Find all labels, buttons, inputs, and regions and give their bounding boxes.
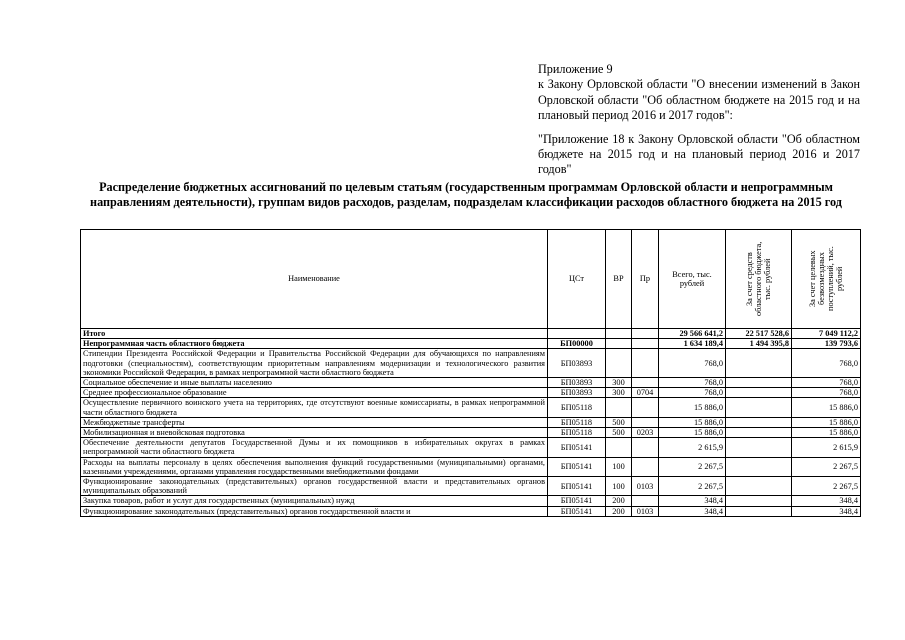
cell-regional bbox=[726, 417, 792, 427]
cell-name: Обеспечение деятельности депутатов Государственной Думы и их помощников в избирательных округах в рамках непрограммной части областного бюджета bbox=[81, 438, 548, 457]
header-vr: ВР bbox=[606, 230, 632, 329]
cell-vr: 200 bbox=[606, 496, 632, 506]
cell-regional bbox=[726, 378, 792, 388]
cell-total: 348,4 bbox=[659, 496, 726, 506]
cell-pr: 0103 bbox=[632, 506, 659, 516]
header-regional-label: За счет средств областного бюджета, тыс. рублей bbox=[745, 241, 772, 317]
cell-pr bbox=[632, 398, 659, 417]
cell-cst: БП05118 bbox=[548, 417, 606, 427]
cell-regional bbox=[726, 506, 792, 516]
cell-name: Закупка товаров, работ и услуг для государственных (муниципальных) нужд bbox=[81, 496, 548, 506]
cell-cst bbox=[548, 329, 606, 339]
table-row bbox=[81, 339, 861, 349]
cell-vr bbox=[606, 329, 632, 339]
cell-pr bbox=[632, 438, 659, 457]
cell-grants: 15 886,0 bbox=[792, 417, 861, 427]
cell-name: Итого bbox=[81, 329, 548, 339]
table-row bbox=[81, 428, 861, 438]
cell-grants: 348,4 bbox=[792, 506, 861, 516]
cell-pr bbox=[632, 339, 659, 349]
cell-vr: 500 bbox=[606, 428, 632, 438]
cell-grants: 15 886,0 bbox=[792, 398, 861, 417]
table-row bbox=[81, 506, 861, 516]
cell-total: 1 634 189,4 bbox=[659, 339, 726, 349]
cell-grants: 139 793,6 bbox=[792, 339, 861, 349]
cell-pr: 0203 bbox=[632, 428, 659, 438]
cell-pr bbox=[632, 496, 659, 506]
cell-regional bbox=[726, 428, 792, 438]
header-grants-label: За счет целевых безвозмездных поступлений, тыс. рублей bbox=[808, 246, 844, 312]
cell-pr bbox=[632, 457, 659, 476]
cell-regional bbox=[726, 398, 792, 417]
annex-note bbox=[538, 62, 860, 178]
cell-cst: БП05141 bbox=[548, 457, 606, 476]
header-cst: ЦСт bbox=[548, 230, 606, 329]
table-row bbox=[81, 438, 861, 457]
cell-vr bbox=[606, 349, 632, 378]
cell-total: 348,4 bbox=[659, 506, 726, 516]
cell-pr bbox=[632, 378, 659, 388]
cell-grants: 768,0 bbox=[792, 349, 861, 378]
cell-cst: БП03893 bbox=[548, 349, 606, 378]
cell-name: Расходы на выплаты персоналу в целях обеспечения выполнения функций государственными (муниципальными) органами, казенными учреждениями, органами управления государственными внебюджетными фондами bbox=[81, 457, 548, 476]
cell-name: Непрограммная часть областного бюджета bbox=[81, 339, 548, 349]
cell-cst: БП00000 bbox=[548, 339, 606, 349]
table-row bbox=[81, 388, 861, 398]
table-header-row bbox=[81, 230, 861, 329]
cell-grants: 2 267,5 bbox=[792, 457, 861, 476]
annex-original-reference: "Приложение 18 к Закону Орловской области "Об областном бюджете на 2015 год и на плановый период 2016 и 2017 годов" bbox=[538, 131, 860, 177]
cell-regional bbox=[726, 388, 792, 398]
cell-name: Социальное обеспечение и иные выплаты населению bbox=[81, 378, 548, 388]
table-row bbox=[81, 329, 861, 339]
document-title: Распределение бюджетных ассигнований по целевым статьям (государственным программам Орловской области и непрограммным направлениям деятельности), группам видов расходов, разделам, подразделам классификации расходов областного бюджета на 2015 год bbox=[90, 180, 842, 210]
cell-vr: 500 bbox=[606, 417, 632, 427]
cell-name: Среднее профессиональное образование bbox=[81, 388, 548, 398]
cell-pr bbox=[632, 329, 659, 339]
header-regional bbox=[726, 230, 792, 329]
cell-total: 29 566 641,2 bbox=[659, 329, 726, 339]
annex-number: Приложение 9 bbox=[538, 62, 613, 76]
cell-vr: 300 bbox=[606, 378, 632, 388]
cell-cst: БП05141 bbox=[548, 438, 606, 457]
table-row bbox=[81, 477, 861, 496]
cell-grants: 768,0 bbox=[792, 378, 861, 388]
cell-regional: 22 517 528,6 bbox=[726, 329, 792, 339]
cell-grants: 768,0 bbox=[792, 388, 861, 398]
cell-pr: 0704 bbox=[632, 388, 659, 398]
cell-regional bbox=[726, 438, 792, 457]
cell-pr: 0103 bbox=[632, 477, 659, 496]
cell-cst: БП05118 bbox=[548, 398, 606, 417]
header-total bbox=[659, 230, 726, 329]
cell-vr: 100 bbox=[606, 477, 632, 496]
cell-vr bbox=[606, 398, 632, 417]
cell-cst: БП05141 bbox=[548, 496, 606, 506]
cell-total: 2 267,5 bbox=[659, 477, 726, 496]
cell-name: Мобилизационная и вневойсковая подготовка bbox=[81, 428, 548, 438]
table-row bbox=[81, 378, 861, 388]
cell-cst: БП05141 bbox=[548, 506, 606, 516]
cell-total: 15 886,0 bbox=[659, 428, 726, 438]
cell-cst: БП03893 bbox=[548, 388, 606, 398]
cell-regional bbox=[726, 349, 792, 378]
table-row bbox=[81, 349, 861, 378]
cell-total: 15 886,0 bbox=[659, 398, 726, 417]
header-name: Наименование bbox=[81, 230, 548, 329]
cell-name: Межбюджетные трансферты bbox=[81, 417, 548, 427]
cell-cst: БП05141 bbox=[548, 477, 606, 496]
cell-vr bbox=[606, 339, 632, 349]
cell-name: Функционирование законодательных (представительных) органов государственной власти и bbox=[81, 506, 548, 516]
cell-grants: 7 049 112,2 bbox=[792, 329, 861, 339]
cell-cst: БП03893 bbox=[548, 378, 606, 388]
cell-total: 15 886,0 bbox=[659, 417, 726, 427]
cell-grants: 2 615,9 bbox=[792, 438, 861, 457]
cell-regional bbox=[726, 457, 792, 476]
cell-vr bbox=[606, 438, 632, 457]
cell-grants: 15 886,0 bbox=[792, 428, 861, 438]
cell-total: 2 267,5 bbox=[659, 457, 726, 476]
cell-cst: БП05118 bbox=[548, 428, 606, 438]
table-row bbox=[81, 398, 861, 417]
cell-total: 2 615,9 bbox=[659, 438, 726, 457]
cell-vr: 200 bbox=[606, 506, 632, 516]
cell-regional bbox=[726, 477, 792, 496]
cell-name: Функционирование законодательных (представительных) органов государственной власти и представительных органов муниципальных образований bbox=[81, 477, 548, 496]
budget-table bbox=[80, 229, 861, 517]
cell-name: Стипендии Президента Российской Федерации и Правительства Российской Федерации для обучающихся по направлениям подготовки (специальностям), соответствующим приоритетным направлениям модернизации и технологического развития экономики Российской Федерации, в рамках непрограммной части областного бюджета bbox=[81, 349, 548, 378]
cell-vr: 100 bbox=[606, 457, 632, 476]
cell-pr bbox=[632, 417, 659, 427]
cell-vr: 300 bbox=[606, 388, 632, 398]
cell-name: Осуществление первичного воинского учета на территориях, где отсутствуют военные комиссариаты, в рамках непрограммной части областного бюджета bbox=[81, 398, 548, 417]
cell-total: 768,0 bbox=[659, 388, 726, 398]
cell-grants: 2 267,5 bbox=[792, 477, 861, 496]
header-pr: Пр bbox=[632, 230, 659, 329]
cell-regional bbox=[726, 496, 792, 506]
table-row bbox=[81, 496, 861, 506]
cell-pr bbox=[632, 349, 659, 378]
header-total-label: Всего, тыс. рублей bbox=[672, 269, 712, 288]
table-row bbox=[81, 457, 861, 476]
table-row bbox=[81, 417, 861, 427]
header-grants bbox=[792, 230, 861, 329]
annex-law-reference: к Закону Орловской области "О внесении изменений в Закон Орловской области "Об областном бюджете на 2015 год и на плановый период 2016 и 2017 годов": bbox=[538, 77, 860, 123]
cell-regional: 1 494 395,8 bbox=[726, 339, 792, 349]
cell-total: 768,0 bbox=[659, 349, 726, 378]
cell-grants: 348,4 bbox=[792, 496, 861, 506]
cell-total: 768,0 bbox=[659, 378, 726, 388]
